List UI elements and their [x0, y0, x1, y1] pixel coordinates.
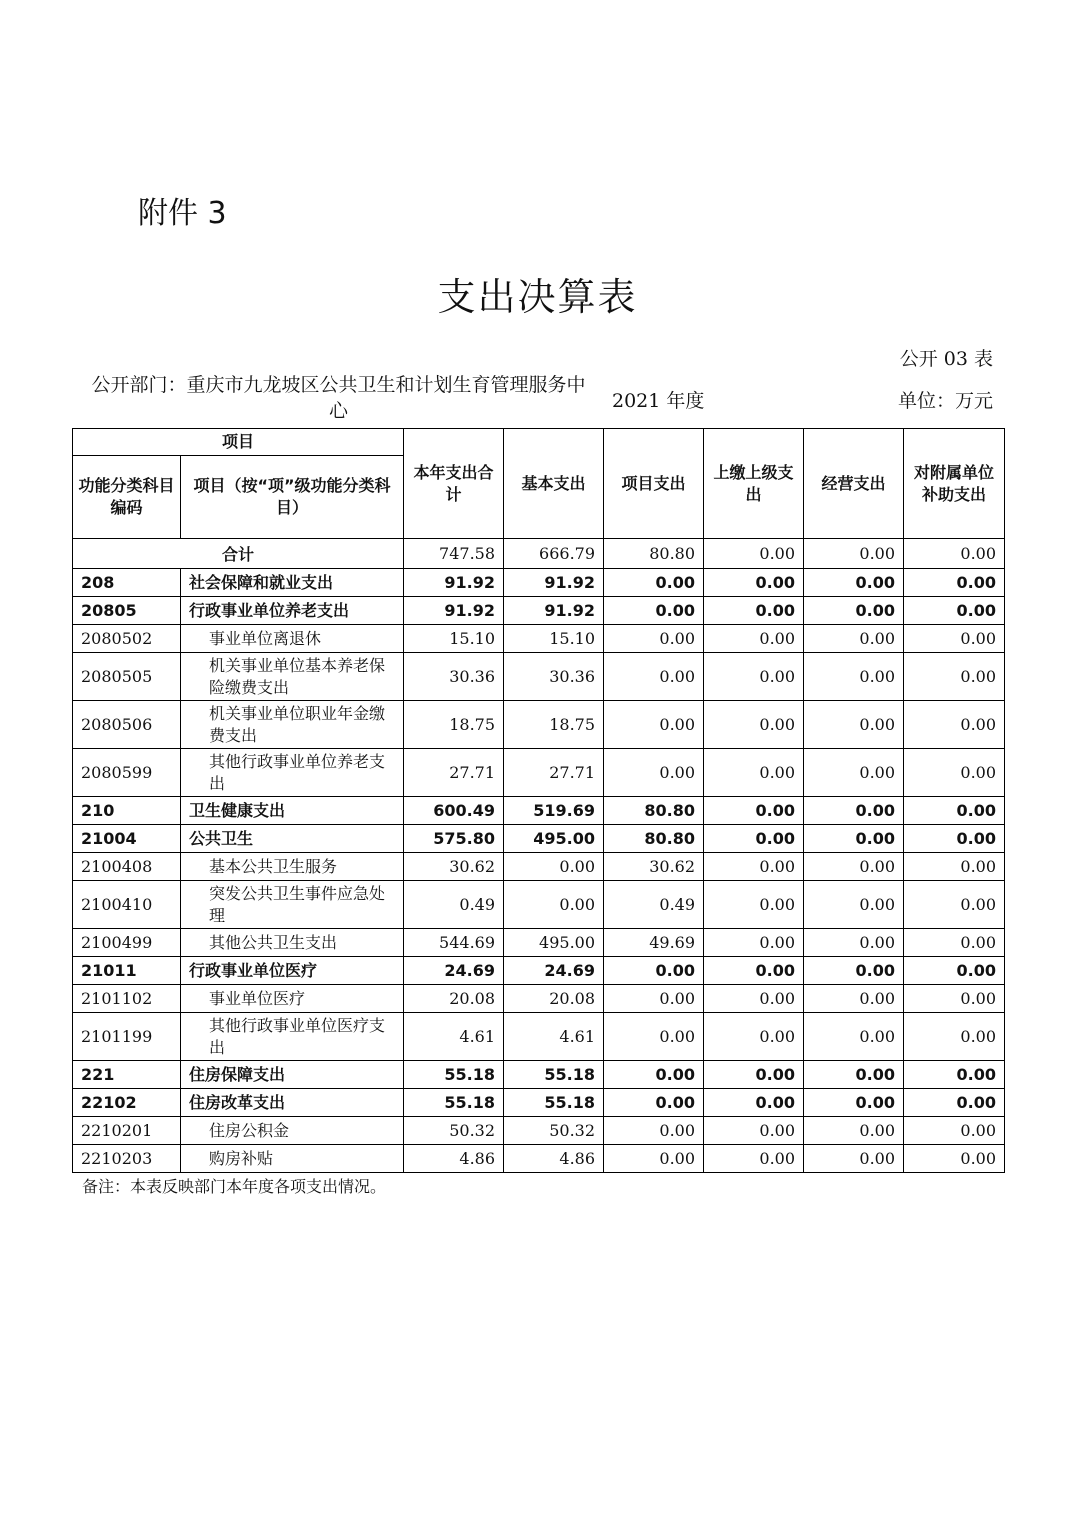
function-code-cell: 2080506	[73, 701, 181, 749]
amount-cell: 0.00	[904, 985, 1005, 1013]
amount-cell: 0.00	[604, 1013, 704, 1061]
amount-cell: 0.00	[804, 1089, 904, 1117]
amount-cell: 55.18	[504, 1089, 604, 1117]
amount-cell: 495.00	[504, 825, 604, 853]
header-subsidy: 对附属单位补助支出	[904, 429, 1005, 539]
amount-cell: 0.00	[804, 653, 904, 701]
amount-cell: 0.00	[904, 597, 1005, 625]
attachment-label: 附件 3	[138, 196, 227, 231]
amount-cell: 0.00	[804, 625, 904, 653]
expenditure-table	[72, 428, 1005, 1173]
amount-cell: 55.18	[404, 1089, 504, 1117]
function-code-cell: 20805	[73, 597, 181, 625]
amount-cell: 18.75	[504, 701, 604, 749]
amount-cell: 30.62	[404, 853, 504, 881]
function-code-cell: 2080502	[73, 625, 181, 653]
amount-cell: 20.08	[404, 985, 504, 1013]
item-name-cell: 其他行政事业单位养老支出	[181, 749, 404, 797]
function-code-cell: 2210201	[73, 1117, 181, 1145]
amount-cell: 0.49	[604, 881, 704, 929]
amount-cell: 0.00	[804, 701, 904, 749]
amount-cell: 0.00	[704, 985, 804, 1013]
amount-cell: 20.08	[504, 985, 604, 1013]
amount-cell: 0.00	[804, 1145, 904, 1173]
amount-cell: 80.80	[604, 797, 704, 825]
amount-cell: 519.69	[504, 797, 604, 825]
amount-cell: 4.86	[404, 1145, 504, 1173]
amount-cell: 0.00	[804, 853, 904, 881]
amount-cell: 18.75	[404, 701, 504, 749]
table-row	[73, 653, 1005, 701]
amount-cell: 0.00	[804, 957, 904, 985]
table-row	[73, 853, 1005, 881]
table-row	[73, 797, 1005, 825]
page-title: 支出决算表	[437, 275, 638, 319]
table-row	[73, 1013, 1005, 1061]
fiscal-year: 2021 年度	[612, 390, 705, 412]
amount-cell: 575.80	[404, 825, 504, 853]
total-cell: 0.00	[804, 539, 904, 569]
amount-cell: 91.92	[504, 597, 604, 625]
amount-cell: 30.36	[504, 653, 604, 701]
item-name-cell: 机关事业单位基本养老保险缴费支出	[181, 653, 404, 701]
amount-cell: 0.00	[904, 929, 1005, 957]
header-upper: 上缴上级支出	[704, 429, 804, 539]
item-name-cell: 住房保障支出	[181, 1061, 404, 1089]
amount-cell: 0.00	[804, 825, 904, 853]
function-code-cell: 2080599	[73, 749, 181, 797]
amount-cell: 0.00	[604, 701, 704, 749]
amount-cell: 0.00	[704, 1089, 804, 1117]
amount-cell: 544.69	[404, 929, 504, 957]
table-row	[73, 825, 1005, 853]
total-label: 合计	[73, 539, 404, 569]
function-code-cell: 2080505	[73, 653, 181, 701]
amount-cell: 91.92	[404, 569, 504, 597]
header-business: 经营支出	[804, 429, 904, 539]
item-name-cell: 其他公共卫生支出	[181, 929, 404, 957]
amount-cell: 24.69	[504, 957, 604, 985]
amount-cell: 0.00	[604, 653, 704, 701]
amount-cell: 0.00	[704, 1117, 804, 1145]
amount-cell: 80.80	[604, 825, 704, 853]
amount-cell: 0.00	[804, 569, 904, 597]
amount-cell: 0.00	[904, 749, 1005, 797]
total-cell: 747.58	[404, 539, 504, 569]
amount-cell: 50.32	[504, 1117, 604, 1145]
amount-cell: 0.00	[904, 957, 1005, 985]
table-row	[73, 985, 1005, 1013]
amount-cell: 0.00	[704, 749, 804, 797]
amount-cell: 4.86	[504, 1145, 604, 1173]
amount-cell: 4.61	[404, 1013, 504, 1061]
amount-cell: 0.00	[704, 853, 804, 881]
function-code-cell: 2100408	[73, 853, 181, 881]
table-row	[73, 569, 1005, 597]
amount-cell: 0.00	[904, 1013, 1005, 1061]
table-row	[73, 625, 1005, 653]
amount-cell: 0.00	[904, 569, 1005, 597]
amount-cell: 0.00	[804, 597, 904, 625]
amount-cell: 0.00	[904, 625, 1005, 653]
amount-cell: 0.00	[604, 1089, 704, 1117]
header-project: 项目	[73, 429, 404, 456]
amount-cell: 0.00	[804, 881, 904, 929]
item-name-cell: 事业单位医疗	[181, 985, 404, 1013]
unit-label: 单位：万元	[897, 390, 993, 412]
amount-cell: 0.00	[504, 853, 604, 881]
function-code-cell: 22102	[73, 1089, 181, 1117]
table-row	[73, 1145, 1005, 1173]
amount-cell: 30.36	[404, 653, 504, 701]
amount-cell: 0.00	[904, 853, 1005, 881]
amount-cell: 0.00	[704, 701, 804, 749]
amount-cell: 0.00	[604, 1145, 704, 1173]
item-name-cell: 购房补贴	[181, 1145, 404, 1173]
function-code-cell: 21011	[73, 957, 181, 985]
table-row	[73, 749, 1005, 797]
amount-cell: 0.00	[804, 1061, 904, 1089]
total-cell: 80.80	[604, 539, 704, 569]
item-name-cell: 机关事业单位职业年金缴费支出	[181, 701, 404, 749]
item-name-cell: 社会保障和就业支出	[181, 569, 404, 597]
amount-cell: 55.18	[404, 1061, 504, 1089]
item-name-cell: 其他行政事业单位医疗支出	[181, 1013, 404, 1061]
department-label: 公开部门：重庆市九龙坡区公共卫生和计划生育管理服务中心	[91, 374, 586, 422]
item-name-cell: 行政事业单位医疗	[181, 957, 404, 985]
amount-cell: 0.00	[604, 597, 704, 625]
amount-cell: 49.69	[604, 929, 704, 957]
amount-cell: 0.00	[604, 749, 704, 797]
amount-cell: 15.10	[404, 625, 504, 653]
amount-cell: 15.10	[504, 625, 604, 653]
amount-cell: 4.61	[504, 1013, 604, 1061]
footnote: 备注：本表反映部门本年度各项支出情况。	[82, 1177, 387, 1196]
header-func-code: 功能分类科目编码	[73, 456, 181, 539]
form-code: 公开 03 表	[899, 348, 993, 370]
header-basic: 基本支出	[504, 429, 604, 539]
function-code-cell: 2100410	[73, 881, 181, 929]
amount-cell: 0.00	[704, 825, 804, 853]
header-total: 本年支出合计	[404, 429, 504, 539]
function-code-cell: 21004	[73, 825, 181, 853]
function-code-cell: 2101102	[73, 985, 181, 1013]
amount-cell: 0.00	[704, 653, 804, 701]
function-code-cell: 2100499	[73, 929, 181, 957]
amount-cell: 0.00	[904, 825, 1005, 853]
function-code-cell: 2101199	[73, 1013, 181, 1061]
function-code-cell: 210	[73, 797, 181, 825]
amount-cell: 0.00	[904, 1145, 1005, 1173]
amount-cell: 0.00	[904, 1089, 1005, 1117]
amount-cell: 0.00	[604, 957, 704, 985]
amount-cell: 0.49	[404, 881, 504, 929]
amount-cell: 0.00	[704, 929, 804, 957]
item-name-cell: 基本公共卫生服务	[181, 853, 404, 881]
amount-cell: 0.00	[804, 1117, 904, 1145]
table-row	[73, 881, 1005, 929]
amount-cell: 0.00	[704, 1145, 804, 1173]
amount-cell: 0.00	[604, 1117, 704, 1145]
total-cell: 0.00	[904, 539, 1005, 569]
header-item-name: 项目（按“项”级功能分类科目）	[181, 456, 404, 539]
item-name-cell: 卫生健康支出	[181, 797, 404, 825]
amount-cell: 0.00	[604, 1061, 704, 1089]
amount-cell: 0.00	[704, 881, 804, 929]
table-row	[73, 1089, 1005, 1117]
amount-cell: 55.18	[504, 1061, 604, 1089]
amount-cell: 30.62	[604, 853, 704, 881]
amount-cell: 0.00	[604, 985, 704, 1013]
amount-cell: 0.00	[804, 985, 904, 1013]
amount-cell: 0.00	[704, 597, 804, 625]
amount-cell: 0.00	[804, 1013, 904, 1061]
amount-cell: 0.00	[804, 749, 904, 797]
function-code-cell: 208	[73, 569, 181, 597]
item-name-cell: 公共卫生	[181, 825, 404, 853]
amount-cell: 0.00	[704, 797, 804, 825]
table-row	[73, 1061, 1005, 1089]
table-row	[73, 957, 1005, 985]
total-cell: 666.79	[504, 539, 604, 569]
amount-cell: 600.49	[404, 797, 504, 825]
table-row	[73, 929, 1005, 957]
function-code-cell: 2210203	[73, 1145, 181, 1173]
amount-cell: 0.00	[504, 881, 604, 929]
amount-cell: 0.00	[704, 569, 804, 597]
amount-cell: 27.71	[504, 749, 604, 797]
amount-cell: 91.92	[404, 597, 504, 625]
amount-cell: 0.00	[904, 653, 1005, 701]
item-name-cell: 住房改革支出	[181, 1089, 404, 1117]
amount-cell: 91.92	[504, 569, 604, 597]
table-row	[73, 701, 1005, 749]
table-row	[73, 1117, 1005, 1145]
amount-cell: 0.00	[904, 797, 1005, 825]
amount-cell: 0.00	[904, 1117, 1005, 1145]
amount-cell: 0.00	[704, 1061, 804, 1089]
header-project-exp: 项目支出	[604, 429, 704, 539]
amount-cell: 0.00	[904, 881, 1005, 929]
amount-cell: 0.00	[604, 625, 704, 653]
amount-cell: 0.00	[804, 797, 904, 825]
amount-cell: 0.00	[704, 957, 804, 985]
item-name-cell: 突发公共卫生事件应急处理	[181, 881, 404, 929]
amount-cell: 0.00	[704, 625, 804, 653]
item-name-cell: 行政事业单位养老支出	[181, 597, 404, 625]
function-code-cell: 221	[73, 1061, 181, 1089]
amount-cell: 0.00	[904, 701, 1005, 749]
amount-cell: 495.00	[504, 929, 604, 957]
item-name-cell: 住房公积金	[181, 1117, 404, 1145]
amount-cell: 50.32	[404, 1117, 504, 1145]
amount-cell: 0.00	[604, 569, 704, 597]
item-name-cell: 事业单位离退休	[181, 625, 404, 653]
total-cell: 0.00	[704, 539, 804, 569]
amount-cell: 0.00	[804, 929, 904, 957]
amount-cell: 0.00	[904, 1061, 1005, 1089]
amount-cell: 24.69	[404, 957, 504, 985]
amount-cell: 27.71	[404, 749, 504, 797]
table-row	[73, 597, 1005, 625]
amount-cell: 0.00	[704, 1013, 804, 1061]
